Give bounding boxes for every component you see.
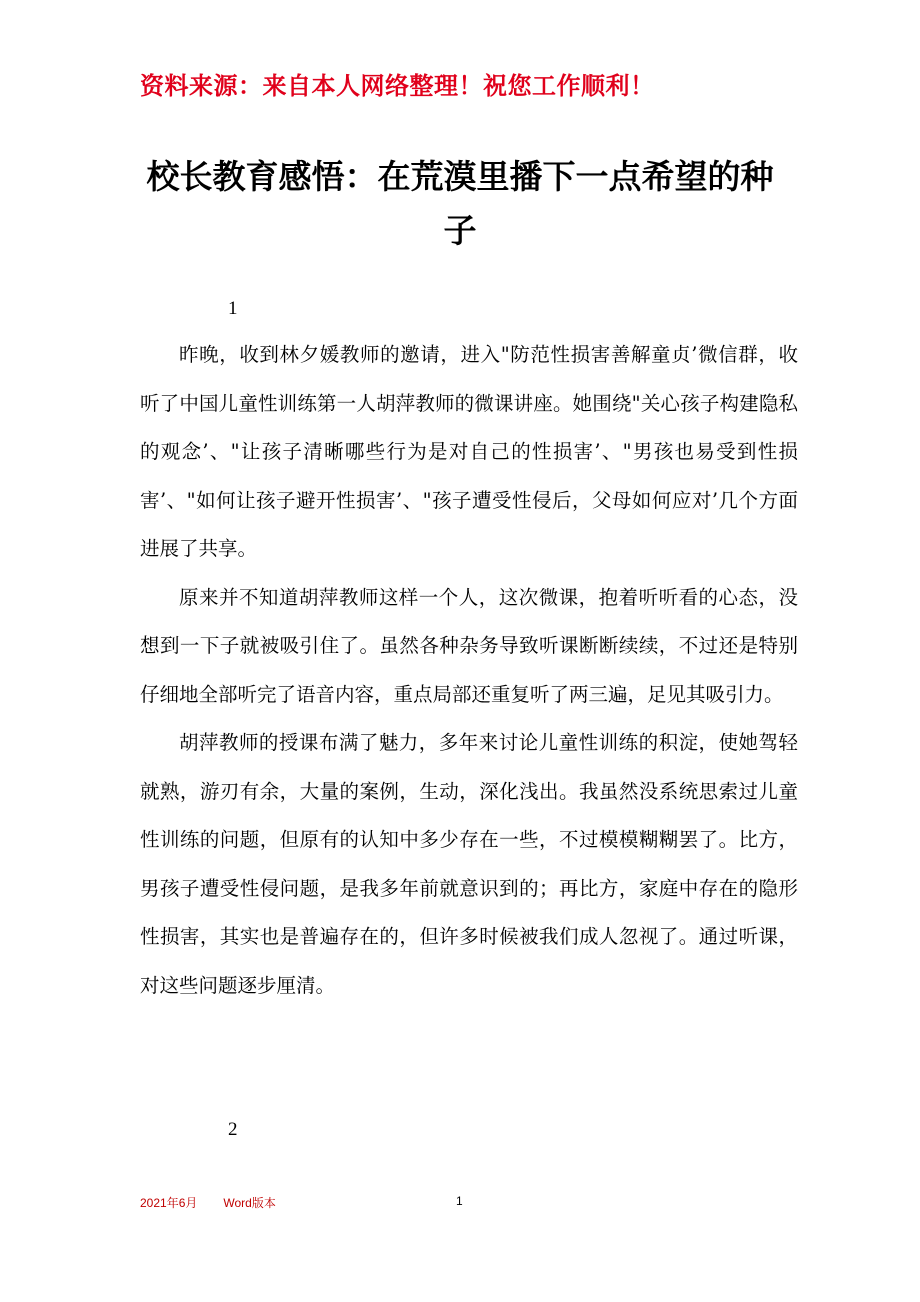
footer-version: Word版本 [223,1196,276,1210]
footer-date: 2021年6月 [140,1196,198,1210]
source-note: 资料来源：来自本人网络整理！祝您工作顺利！ [140,72,655,100]
paragraph: 胡萍教师的授课布满了魅力，多年来讨论儿童性训练的积淀，使她驾轻就熟，游刃有余，大量的案例，生动，深化浅出。我虽然没系统思索过儿童性训练的问题，但原有的认知中多少存在一些，不过模模糊糊罢了。比方，男孩子遭受性侵问题，是我多年前就意识到的；再比方，家庭中存在的隐形性损害，其实也是普遍存在的，但许多时候被我们成人忽视了。通过听课，对这些问题逐步厘清。 [140,731,798,997]
section-number-2: 2 [228,1119,238,1140]
page-number: 1 [456,1194,463,1208]
document-body [140,331,798,1010]
paragraph: 原来并不知道胡萍教师这样一个人，这次微课，抱着听听看的心态，没想到一下子就被吸引住了。虽然各种杂务导致听课断断续续，不过还是特别仔细地全部听完了语音内容，重点局部还重复听了两三遍，足见其吸引力。 [140,585,798,706]
section-number-1: 1 [228,298,238,319]
document-title: 校长教育感悟：在荒漠里播下一点希望的种子 [146,157,774,250]
paragraph: 昨晚，收到林夕媛教师的邀请，进入"防范性损害善解童贞’微信群，收听了中国儿童性训练第一人胡萍教师的微课讲座。她围绕"关心孩子构建隐私的观念’、"让孩子清晰哪些行为是对自己的性损害’、"男孩也易受到性损害’、"如何让孩子避开性损害’、"孩子遭受性侵后，父母如何应对’几个方面进展了共享。 [140,343,798,560]
footer-info [140,1194,276,1211]
